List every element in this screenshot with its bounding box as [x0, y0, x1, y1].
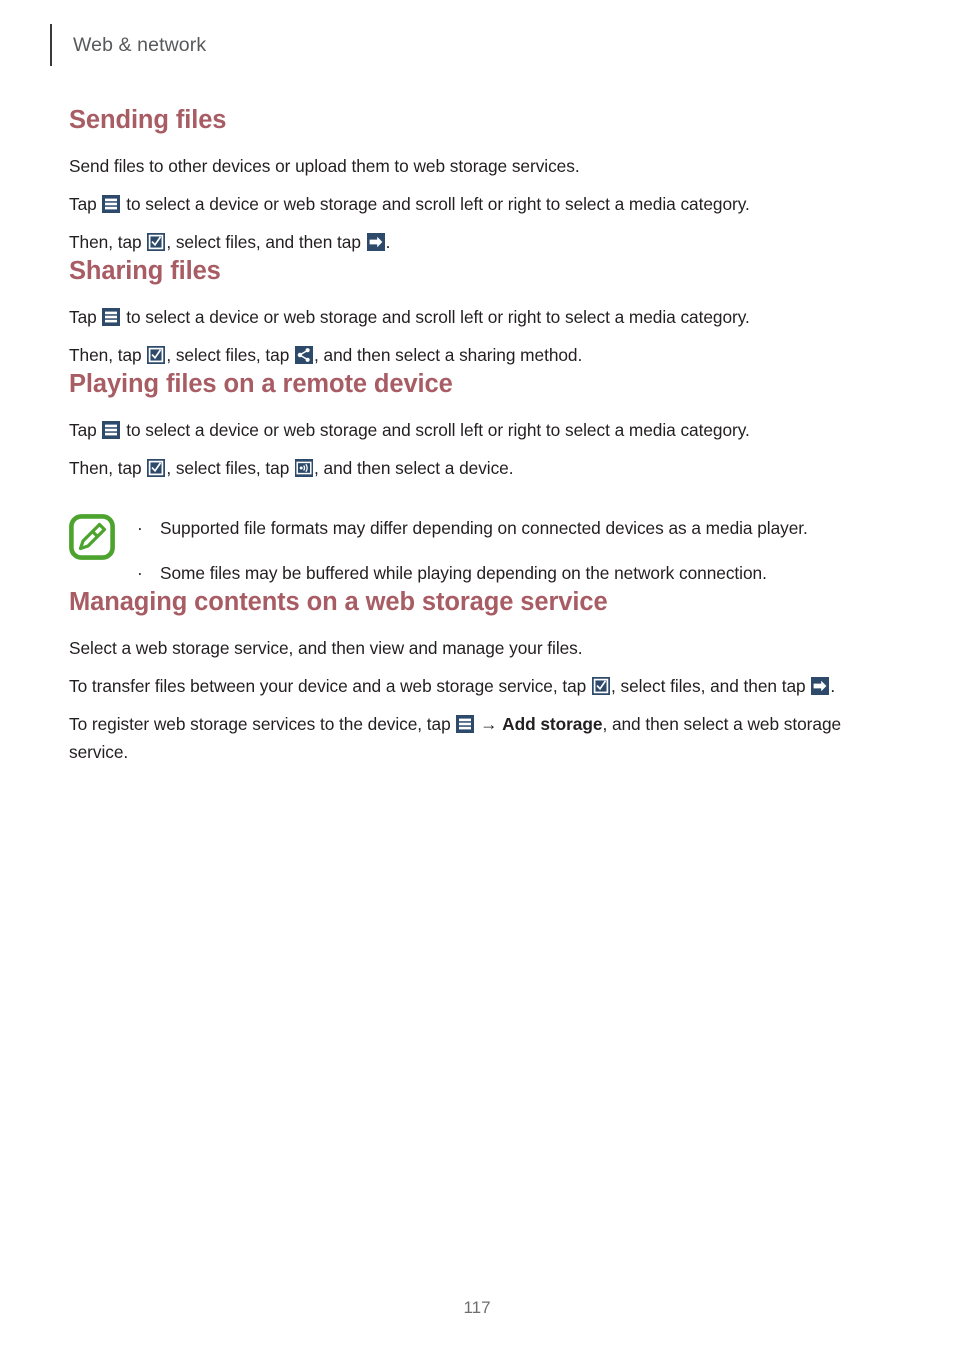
checkbox-icon: [147, 459, 165, 477]
text-run: Tap: [69, 193, 102, 214]
header-divider-rule: [50, 24, 52, 66]
text-run: , select files, tap: [166, 344, 295, 365]
text-run: , and then select a device.: [314, 457, 514, 478]
text-run: , and then select a web storage service.: [69, 713, 842, 762]
heading-sending-files: Sending files: [69, 106, 227, 134]
note-bullet: ·: [137, 562, 143, 583]
note-list-item: [137, 559, 871, 587]
text-run: to select a device or web storage and scroll left or right to select a media category.: [121, 193, 750, 214]
note-list-item: [137, 514, 871, 542]
note-item-text: Supported file formats may differ depending on connected devices as a media player.: [160, 517, 808, 538]
text-run: Tap: [69, 419, 102, 440]
page-number: 117: [463, 1298, 491, 1317]
text-run: .: [830, 675, 836, 696]
text-run: to select a device or web storage and scroll left or right to select a media category.: [121, 306, 750, 327]
checkbox-icon: [147, 346, 165, 364]
text-run: Then, tap: [69, 457, 147, 478]
text-run: →: [475, 713, 503, 734]
note-pen-icon: [69, 514, 115, 560]
heading-managing-contents-web-storage: Managing contents on a web storage service: [69, 587, 608, 616]
menu-icon: [456, 715, 474, 733]
text-run: Then, tap: [69, 231, 147, 252]
menu-icon: [102, 195, 120, 213]
heading-playing-files-remote-device: Playing files on a remote device: [69, 369, 453, 398]
text-run: , and then select a sharing method.: [314, 344, 583, 365]
arrow-right-icon: [367, 233, 385, 251]
note-callout: [69, 512, 871, 587]
note-bullet: ·: [137, 517, 143, 538]
sharing-paragraph-2: [69, 341, 871, 369]
playing-paragraph-2: [69, 454, 871, 482]
managing-paragraph-2: [69, 672, 871, 700]
text-run: Then, tap: [69, 344, 147, 365]
menu-icon: [102, 308, 120, 326]
text-run: to select a device or web storage and scroll left or right to select a media category.: [121, 419, 750, 440]
menu-icon: [102, 421, 120, 439]
share-icon: [295, 346, 313, 364]
page-header: [50, 24, 206, 66]
playing-paragraph-1: [69, 416, 871, 444]
page-content: [69, 105, 871, 766]
heading-sharing-files: Sharing files: [69, 256, 221, 285]
screen-mirroring-icon: [295, 459, 313, 477]
text-run: , select files, tap: [166, 457, 295, 478]
checkbox-icon: [592, 677, 610, 695]
sharing-paragraph-1: [69, 303, 871, 331]
sending-paragraph-3: [69, 228, 871, 256]
text-run: Tap: [69, 306, 102, 327]
note-list: [137, 512, 871, 587]
text-run: , select files, and then tap: [611, 675, 811, 696]
managing-paragraph-3: [69, 710, 871, 766]
add-storage-menu-label: Add storage: [502, 713, 603, 734]
sending-paragraph-2: [69, 190, 871, 218]
arrow-right-icon: [811, 677, 829, 695]
managing-paragraph-1: Select a web storage service, and then view and manage your files.: [69, 637, 583, 658]
header-title: Web & network: [73, 33, 207, 56]
checkbox-icon: [147, 233, 165, 251]
text-run: To transfer files between your device and a web storage service, tap: [69, 675, 591, 696]
sending-paragraph-1: Send files to other devices or upload them to web storage services.: [69, 155, 580, 176]
text-run: .: [385, 231, 391, 252]
text-run: , select files, and then tap: [166, 231, 366, 252]
note-item-text: Some files may be buffered while playing depending on the network connection.: [160, 562, 767, 583]
text-run: To register web storage services to the device, tap: [69, 713, 456, 734]
